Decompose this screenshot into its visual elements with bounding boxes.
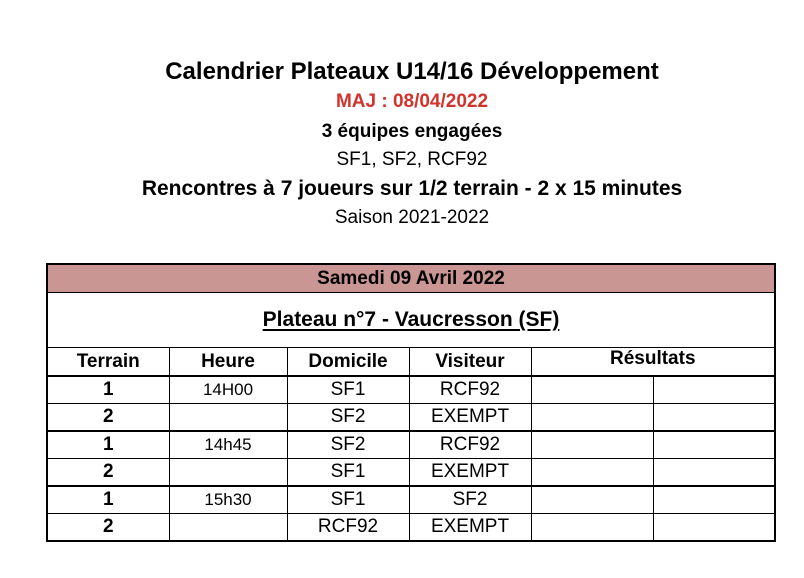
column-header-visiteur: Visiteur [409, 348, 531, 377]
cell-domicile: SF2 [287, 431, 409, 459]
cell-result-home [531, 486, 653, 514]
teams-list: SF1, SF2, RCF92 [336, 149, 488, 170]
table-row [47, 376, 775, 404]
cell-result-home [531, 514, 653, 542]
cell-visiteur: EXEMPT [409, 404, 531, 432]
cell-result-away [653, 459, 775, 487]
plateau-title: Plateau n°7 - Vaucresson (SF) [262, 308, 560, 331]
table-row [47, 514, 775, 542]
cell-result-away [653, 431, 775, 459]
match-format: Rencontres à 7 joueurs sur 1/2 terrain - 2 x 15 minutes [141, 177, 683, 200]
cell-result-away [653, 514, 775, 542]
schedule-table [46, 263, 776, 542]
cell-domicile: RCF92 [287, 514, 409, 542]
plateau-row [47, 293, 775, 348]
cell-result-home [531, 404, 653, 432]
cell-heure: 14H00 [169, 376, 287, 404]
date-row [47, 264, 775, 293]
cell-visiteur: RCF92 [409, 431, 531, 459]
column-header-resultats: Résultats [531, 348, 775, 377]
cell-terrain: 2 [47, 459, 169, 487]
cell-terrain: 1 [47, 431, 169, 459]
cell-visiteur: RCF92 [409, 376, 531, 404]
column-header-heure: Heure [169, 348, 287, 377]
cell-heure [169, 514, 287, 542]
table-row [47, 459, 775, 487]
column-header-terrain: Terrain [47, 348, 169, 377]
cell-domicile: SF2 [287, 404, 409, 432]
teams-count: 3 équipes engagées [321, 121, 503, 142]
cell-visiteur: EXEMPT [409, 459, 531, 487]
cell-result-away [653, 376, 775, 404]
cell-heure [169, 404, 287, 432]
table-row [47, 404, 775, 432]
cell-terrain: 2 [47, 404, 169, 432]
cell-result-away [653, 404, 775, 432]
cell-result-away [653, 486, 775, 514]
cell-result-home [531, 459, 653, 487]
document-title: Calendrier Plateaux U14/16 Développement [165, 58, 659, 85]
column-header-domicile: Domicile [287, 348, 409, 377]
cell-result-home [531, 431, 653, 459]
cell-result-home [531, 376, 653, 404]
cell-terrain: 2 [47, 514, 169, 542]
cell-terrain: 1 [47, 376, 169, 404]
table-row [47, 431, 775, 459]
column-header-row [47, 348, 775, 377]
cell-domicile: SF1 [287, 486, 409, 514]
season: Saison 2021-2022 [334, 207, 490, 228]
cell-domicile: SF1 [287, 459, 409, 487]
cell-visiteur: EXEMPT [409, 514, 531, 542]
update-date: MAJ : 08/04/2022 [335, 91, 489, 112]
plateau-cell [47, 293, 775, 348]
cell-heure [169, 459, 287, 487]
cell-terrain: 1 [47, 486, 169, 514]
cell-visiteur: SF2 [409, 486, 531, 514]
cell-heure: 15h30 [169, 486, 287, 514]
cell-domicile: SF1 [287, 376, 409, 404]
table-row [47, 486, 775, 514]
cell-heure: 14h45 [169, 431, 287, 459]
schedule-date: Samedi 09 Avril 2022 [47, 264, 775, 293]
